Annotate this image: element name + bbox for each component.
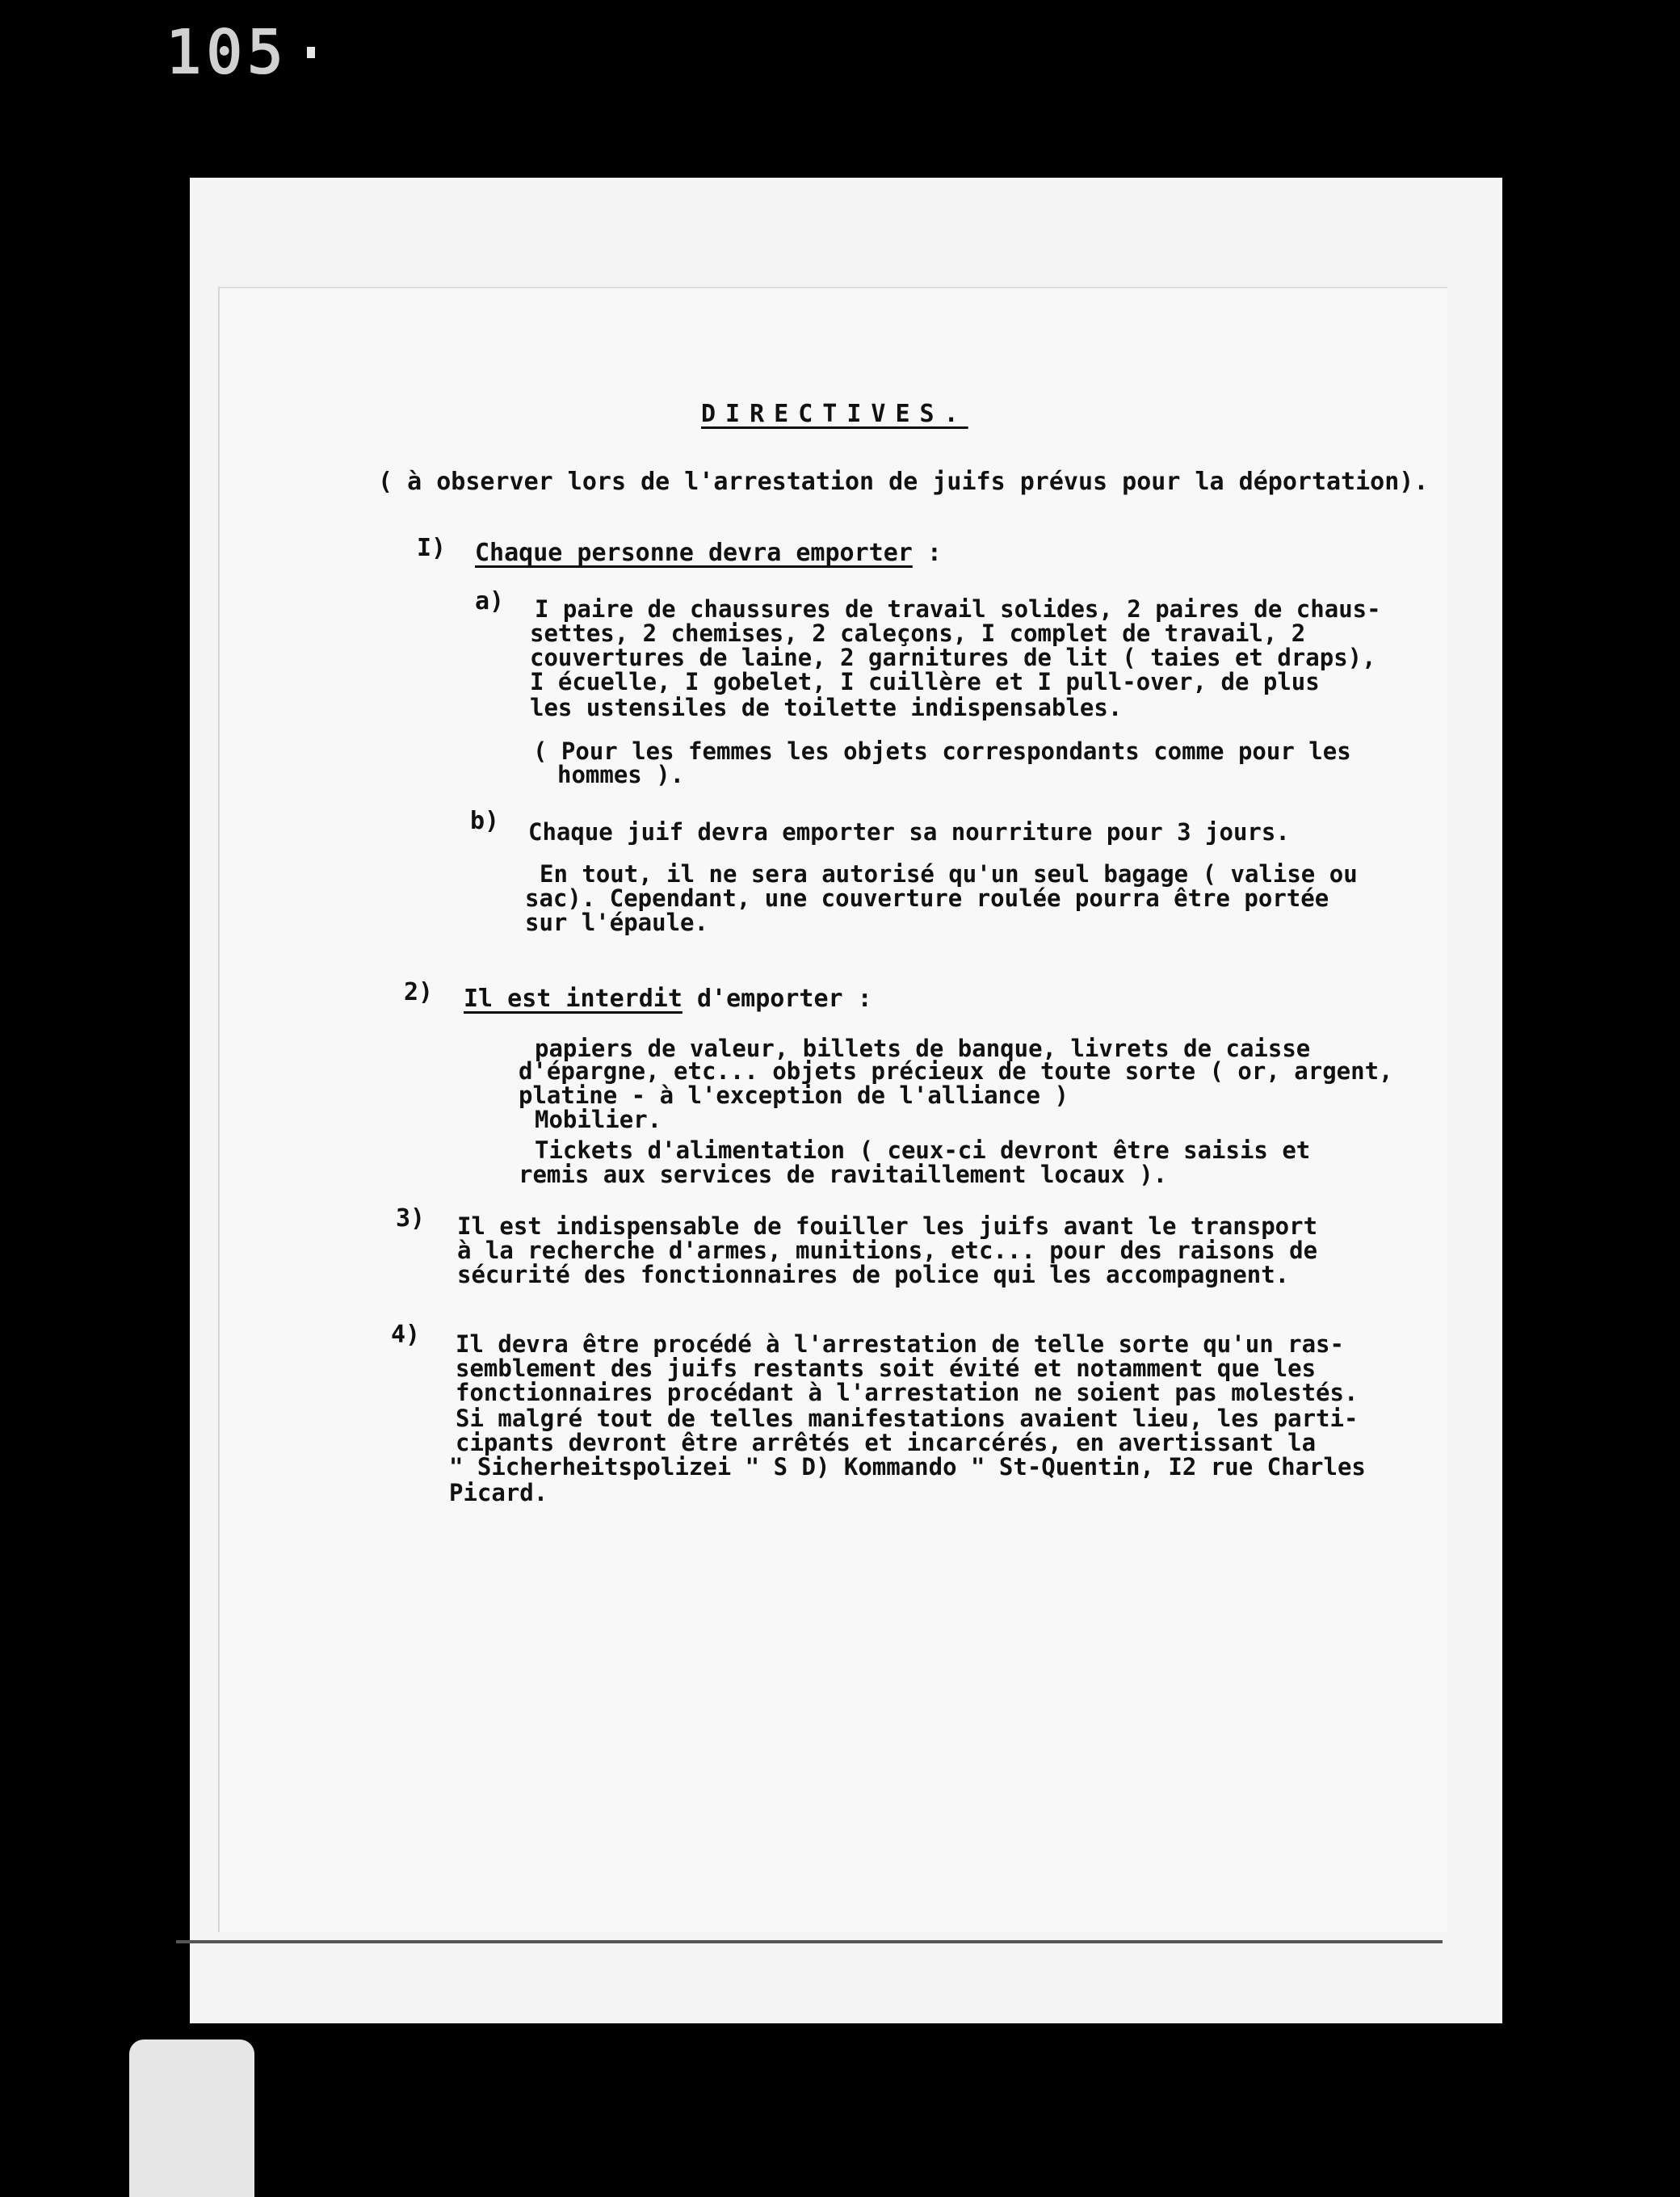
item-b-para-line-2: sac). Cependant, une couverture roulée pourra être portée (525, 884, 1329, 912)
section-1-heading-suffix: : (912, 539, 942, 567)
section-3-line-3: sécurité des fonctionnaires de police qui les accompagnent. (457, 1261, 1290, 1288)
section-2-heading: Il est interdit (464, 985, 682, 1013)
item-b-label: b) (470, 807, 500, 835)
item-a-line-4: I écuelle, I gobelet, I cuillère et I pull-over, de plus (530, 668, 1320, 695)
section-4-number: 4) (391, 1321, 421, 1349)
document-subtitle: ( à observer lors de l'arrestation de juifs prévus pour la déportation). (378, 468, 1429, 496)
section-2-heading-line (464, 987, 872, 1011)
section-4-line-3: fonctionnaires procédant à l'arrestation ne soient pas molestés. (456, 1379, 1359, 1406)
section-3-number: 3) (396, 1204, 426, 1233)
item-a-note-line-1: ( Pour les femmes les objets correspondants comme pour les (533, 737, 1351, 765)
section-2-number: 2) (404, 978, 434, 1006)
item-a-line-3: couvertures de laine, 2 garnitures de lit ( taies et draps), (530, 644, 1376, 671)
section-2-line-6: remis aux services de ravitaillement locaux ). (519, 1161, 1168, 1188)
section-2-line-5: Tickets d'alimentation ( ceux-ci devront être saisis et (535, 1136, 1311, 1164)
microfilm-frame-number: 105 (166, 18, 288, 87)
section-4-line-5: cipants devront être arrêtés et incarcérés, en avertissant la (456, 1429, 1317, 1456)
section-1-heading: Chaque personne devra emporter (475, 539, 913, 567)
document-title: DIRECTIVES. (701, 400, 968, 428)
item-a-note-line-2: hommes ). (557, 761, 685, 788)
item-b-para-line-3: sur l'épaule. (525, 909, 708, 936)
section-2-heading-suffix: d'emporter : (682, 985, 872, 1013)
section-1-number: I) (417, 534, 447, 562)
section-4-line-4: Si malgré tout de telles manifestations avaient lieu, les parti- (456, 1405, 1359, 1432)
section-3-line-1: Il est indispensable de fouiller les juifs avant le transport (457, 1212, 1318, 1240)
section-1-heading-line (475, 541, 942, 565)
section-2-line-3: platine - à l'exception de l'alliance ) (519, 1082, 1069, 1109)
section-4-line-1: Il devra être procédé à l'arrestation de telle sorte qu'un ras- (456, 1330, 1344, 1358)
section-4-line-7: Picard. (449, 1479, 548, 1506)
section-3-line-2: à la recherche d'armes, munitions, etc... pour des raisons de (457, 1237, 1318, 1264)
item-b-line: Chaque juif devra emporter sa nourriture pour 3 jours. (528, 818, 1290, 846)
section-4-line-6: " Sicherheitspolizei " S D) Kommando " St-Quentin, I2 rue Charles (449, 1453, 1366, 1481)
item-b-para-line-1: En tout, il ne sera autorisé qu'un seul bagage ( valise ou (540, 860, 1358, 888)
section-2-line-4: Mobilier. (535, 1106, 662, 1133)
item-a-line-2: settes, 2 chemises, 2 caleçons, I complet de travail, 2 (530, 620, 1306, 647)
item-a-line-1: I paire de chaussures de travail solides, 2 paires de chaus- (535, 595, 1381, 623)
item-a-line-5: les ustensiles de toilette indispensables. (530, 694, 1123, 721)
section-2-line-1: papiers de valeur, billets de banque, livrets de caisse (535, 1035, 1311, 1062)
section-2-line-2: d'épargne, etc... objets précieux de toute sorte ( or, argent, (519, 1057, 1393, 1085)
section-4-line-2: semblement des juifs restants soit évité et notamment que les (456, 1355, 1317, 1382)
item-a-label: a) (475, 587, 505, 615)
